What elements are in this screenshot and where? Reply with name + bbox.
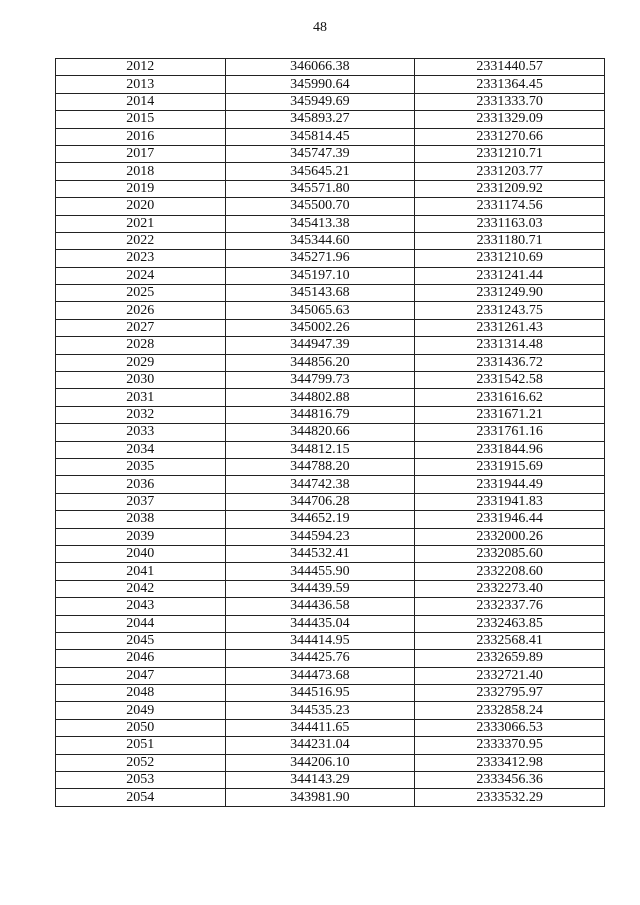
x-coordinate-cell: 344143.29 (225, 772, 415, 789)
point-id-cell: 2045 (56, 632, 226, 649)
point-id-cell: 2024 (56, 267, 226, 284)
point-id-cell: 2044 (56, 615, 226, 632)
point-id-cell: 2018 (56, 163, 226, 180)
y-coordinate-cell: 2332463.85 (415, 615, 605, 632)
table-row (56, 267, 605, 284)
table-row (56, 458, 605, 475)
table-row (56, 598, 605, 615)
point-id-cell: 2023 (56, 250, 226, 267)
y-coordinate-cell: 2332208.60 (415, 563, 605, 580)
y-coordinate-cell: 2332659.89 (415, 650, 605, 667)
point-id-cell: 2022 (56, 232, 226, 249)
y-coordinate-cell: 2331436.72 (415, 354, 605, 371)
table-row (56, 302, 605, 319)
x-coordinate-cell: 344856.20 (225, 354, 415, 371)
table-row (56, 145, 605, 162)
point-id-cell: 2050 (56, 719, 226, 736)
point-id-cell: 2048 (56, 685, 226, 702)
x-coordinate-cell: 344652.19 (225, 511, 415, 528)
x-coordinate-cell: 345065.63 (225, 302, 415, 319)
y-coordinate-cell: 2331761.16 (415, 424, 605, 441)
point-id-cell: 2043 (56, 598, 226, 615)
y-coordinate-cell: 2331210.71 (415, 145, 605, 162)
y-coordinate-cell: 2331941.83 (415, 493, 605, 510)
coordinates-table (55, 58, 605, 807)
y-coordinate-cell: 2331261.43 (415, 319, 605, 336)
table-row (56, 93, 605, 110)
point-id-cell: 2046 (56, 650, 226, 667)
x-coordinate-cell: 346066.38 (225, 59, 415, 76)
y-coordinate-cell: 2332795.97 (415, 685, 605, 702)
point-id-cell: 2034 (56, 441, 226, 458)
point-id-cell: 2027 (56, 319, 226, 336)
table-row (56, 232, 605, 249)
table-row (56, 476, 605, 493)
point-id-cell: 2053 (56, 772, 226, 789)
table-row (56, 772, 605, 789)
point-id-cell: 2041 (56, 563, 226, 580)
x-coordinate-cell: 344532.41 (225, 545, 415, 562)
x-coordinate-cell: 344706.28 (225, 493, 415, 510)
y-coordinate-cell: 2332568.41 (415, 632, 605, 649)
y-coordinate-cell: 2331209.92 (415, 180, 605, 197)
point-id-cell: 2014 (56, 93, 226, 110)
y-coordinate-cell: 2331243.75 (415, 302, 605, 319)
table-row (56, 163, 605, 180)
y-coordinate-cell: 2331946.44 (415, 511, 605, 528)
table-row (56, 406, 605, 423)
x-coordinate-cell: 344436.58 (225, 598, 415, 615)
y-coordinate-cell: 2331241.44 (415, 267, 605, 284)
table-row (56, 737, 605, 754)
table-row (56, 215, 605, 232)
x-coordinate-cell: 345571.80 (225, 180, 415, 197)
y-coordinate-cell: 2331364.45 (415, 76, 605, 93)
table-row (56, 563, 605, 580)
x-coordinate-cell: 344231.04 (225, 737, 415, 754)
point-id-cell: 2047 (56, 667, 226, 684)
table-row (56, 789, 605, 806)
table-row (56, 580, 605, 597)
table-row (56, 615, 605, 632)
x-coordinate-cell: 343981.90 (225, 789, 415, 806)
table-row (56, 528, 605, 545)
y-coordinate-cell: 2333066.53 (415, 719, 605, 736)
point-id-cell: 2052 (56, 754, 226, 771)
point-id-cell: 2019 (56, 180, 226, 197)
x-coordinate-cell: 345271.96 (225, 250, 415, 267)
y-coordinate-cell: 2332337.76 (415, 598, 605, 615)
point-id-cell: 2020 (56, 198, 226, 215)
table-row (56, 754, 605, 771)
point-id-cell: 2030 (56, 372, 226, 389)
x-coordinate-cell: 344594.23 (225, 528, 415, 545)
table-row (56, 76, 605, 93)
table-row (56, 511, 605, 528)
x-coordinate-cell: 345413.38 (225, 215, 415, 232)
point-id-cell: 2054 (56, 789, 226, 806)
coordinates-table-body (56, 59, 605, 807)
y-coordinate-cell: 2332000.26 (415, 528, 605, 545)
point-id-cell: 2036 (56, 476, 226, 493)
y-coordinate-cell: 2331270.66 (415, 128, 605, 145)
x-coordinate-cell: 344742.38 (225, 476, 415, 493)
y-coordinate-cell: 2331174.56 (415, 198, 605, 215)
table-row (56, 650, 605, 667)
x-coordinate-cell: 344414.95 (225, 632, 415, 649)
point-id-cell: 2021 (56, 215, 226, 232)
table-row (56, 354, 605, 371)
table-row (56, 198, 605, 215)
y-coordinate-cell: 2331333.70 (415, 93, 605, 110)
point-id-cell: 2028 (56, 337, 226, 354)
point-id-cell: 2015 (56, 111, 226, 128)
point-id-cell: 2038 (56, 511, 226, 528)
point-id-cell: 2016 (56, 128, 226, 145)
x-coordinate-cell: 344455.90 (225, 563, 415, 580)
table-row (56, 285, 605, 302)
x-coordinate-cell: 344411.65 (225, 719, 415, 736)
table-row (56, 250, 605, 267)
point-id-cell: 2029 (56, 354, 226, 371)
point-id-cell: 2031 (56, 389, 226, 406)
point-id-cell: 2037 (56, 493, 226, 510)
point-id-cell: 2032 (56, 406, 226, 423)
x-coordinate-cell: 344802.88 (225, 389, 415, 406)
y-coordinate-cell: 2332721.40 (415, 667, 605, 684)
x-coordinate-cell: 345143.68 (225, 285, 415, 302)
x-coordinate-cell: 345500.70 (225, 198, 415, 215)
y-coordinate-cell: 2331163.03 (415, 215, 605, 232)
point-id-cell: 2013 (56, 76, 226, 93)
table-row (56, 59, 605, 76)
y-coordinate-cell: 2331210.69 (415, 250, 605, 267)
table-row (56, 632, 605, 649)
y-coordinate-cell: 2332273.40 (415, 580, 605, 597)
table-row (56, 180, 605, 197)
x-coordinate-cell: 345747.39 (225, 145, 415, 162)
point-id-cell: 2017 (56, 145, 226, 162)
table-row (56, 493, 605, 510)
point-id-cell: 2042 (56, 580, 226, 597)
y-coordinate-cell: 2331915.69 (415, 458, 605, 475)
y-coordinate-cell: 2333370.95 (415, 737, 605, 754)
x-coordinate-cell: 344516.95 (225, 685, 415, 702)
x-coordinate-cell: 345814.45 (225, 128, 415, 145)
x-coordinate-cell: 344799.73 (225, 372, 415, 389)
table-row (56, 372, 605, 389)
x-coordinate-cell: 344947.39 (225, 337, 415, 354)
x-coordinate-cell: 345197.10 (225, 267, 415, 284)
x-coordinate-cell: 345002.26 (225, 319, 415, 336)
table-row (56, 667, 605, 684)
point-id-cell: 2012 (56, 59, 226, 76)
y-coordinate-cell: 2331180.71 (415, 232, 605, 249)
x-coordinate-cell: 344788.20 (225, 458, 415, 475)
y-coordinate-cell: 2333412.98 (415, 754, 605, 771)
y-coordinate-cell: 2333532.29 (415, 789, 605, 806)
y-coordinate-cell: 2333456.36 (415, 772, 605, 789)
y-coordinate-cell: 2331203.77 (415, 163, 605, 180)
table-row (56, 389, 605, 406)
x-coordinate-cell: 345645.21 (225, 163, 415, 180)
point-id-cell: 2026 (56, 302, 226, 319)
x-coordinate-cell: 344435.04 (225, 615, 415, 632)
point-id-cell: 2035 (56, 458, 226, 475)
table-row (56, 685, 605, 702)
y-coordinate-cell: 2331844.96 (415, 441, 605, 458)
table-row (56, 719, 605, 736)
x-coordinate-cell: 345893.27 (225, 111, 415, 128)
table-row (56, 441, 605, 458)
table-row (56, 337, 605, 354)
point-id-cell: 2049 (56, 702, 226, 719)
x-coordinate-cell: 344439.59 (225, 580, 415, 597)
x-coordinate-cell: 344425.76 (225, 650, 415, 667)
y-coordinate-cell: 2331440.57 (415, 59, 605, 76)
x-coordinate-cell: 344535.23 (225, 702, 415, 719)
y-coordinate-cell: 2331542.58 (415, 372, 605, 389)
y-coordinate-cell: 2332858.24 (415, 702, 605, 719)
page-number: 48 (313, 20, 327, 35)
point-id-cell: 2039 (56, 528, 226, 545)
x-coordinate-cell: 344812.15 (225, 441, 415, 458)
table-row (56, 545, 605, 562)
table-row (56, 111, 605, 128)
y-coordinate-cell: 2331671.21 (415, 406, 605, 423)
y-coordinate-cell: 2331329.09 (415, 111, 605, 128)
x-coordinate-cell: 344473.68 (225, 667, 415, 684)
y-coordinate-cell: 2331314.48 (415, 337, 605, 354)
point-id-cell: 2040 (56, 545, 226, 562)
table-row (56, 702, 605, 719)
x-coordinate-cell: 344820.66 (225, 424, 415, 441)
x-coordinate-cell: 345344.60 (225, 232, 415, 249)
table-row (56, 128, 605, 145)
point-id-cell: 2025 (56, 285, 226, 302)
point-id-cell: 2033 (56, 424, 226, 441)
x-coordinate-cell: 344206.10 (225, 754, 415, 771)
y-coordinate-cell: 2332085.60 (415, 545, 605, 562)
x-coordinate-cell: 344816.79 (225, 406, 415, 423)
y-coordinate-cell: 2331249.90 (415, 285, 605, 302)
x-coordinate-cell: 345949.69 (225, 93, 415, 110)
point-id-cell: 2051 (56, 737, 226, 754)
table-row (56, 424, 605, 441)
y-coordinate-cell: 2331616.62 (415, 389, 605, 406)
table-row (56, 319, 605, 336)
x-coordinate-cell: 345990.64 (225, 76, 415, 93)
y-coordinate-cell: 2331944.49 (415, 476, 605, 493)
